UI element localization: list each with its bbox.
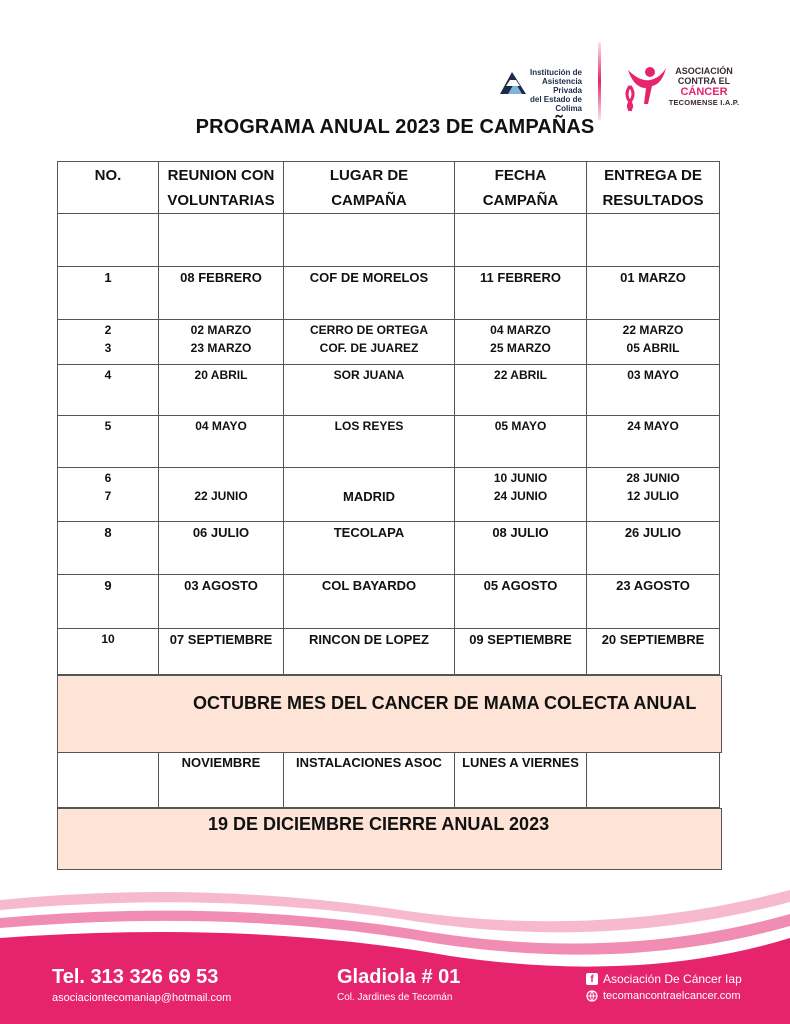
december-banner	[57, 808, 722, 870]
iap-line: del Estado de Colima	[529, 95, 582, 113]
iap-logo	[494, 66, 594, 113]
header-cell	[454, 161, 587, 214]
cell-line: 7	[104, 489, 112, 503]
table-cell: 5	[57, 415, 159, 468]
cell-line: 12 JULIO	[626, 489, 680, 503]
table-cell: 20 SEPTIEMBRE	[586, 628, 720, 675]
cell-line: 3	[104, 341, 112, 355]
cell-line: COF. DE JUAREZ	[319, 341, 419, 355]
table-cell: 11 FEBRERO	[454, 266, 587, 320]
cell-line: 10 JUNIO	[493, 471, 548, 485]
cell-line: 04 MARZO	[490, 323, 551, 337]
header-line: LUGAR DE	[329, 167, 409, 184]
table-cell	[586, 467, 720, 522]
table-cell: 09 SEPTIEMBRE	[454, 628, 587, 675]
cell-line: 24 JUNIO	[493, 489, 548, 503]
table-cell: 24 MAYO	[586, 415, 720, 468]
table-cell: 07 SEPTIEMBRE	[158, 628, 284, 675]
table-row	[57, 575, 720, 630]
december-banner-text: 19 DE DICIEMBRE CIERRE ANUAL 2023	[208, 814, 550, 834]
table-row	[57, 522, 720, 576]
table-cell: 23 AGOSTO	[586, 574, 720, 629]
table-cell	[586, 751, 720, 808]
iap-line: Asistencia	[541, 77, 582, 86]
footer-facebook[interactable]	[586, 972, 742, 986]
header-line: NO.	[94, 167, 122, 184]
table-cell: 8	[57, 521, 159, 575]
table-cell: 04 MAYO	[158, 415, 284, 468]
cell-line: 6	[104, 471, 112, 485]
header-cell	[586, 161, 720, 214]
table-cell: TECOLAPA	[283, 521, 455, 575]
table-cell	[57, 751, 159, 808]
table-cell: LOS REYES	[283, 415, 455, 468]
table-cell: 05 AGOSTO	[454, 574, 587, 629]
footer-phone: Tel. 313 326 69 53	[52, 966, 219, 988]
association-line: ASOCIACIÓN	[675, 66, 733, 76]
table-cell: 20 ABRIL	[158, 364, 284, 416]
table-cell	[283, 213, 455, 267]
association-accent: CÁNCER	[680, 86, 728, 98]
iap-line: Institución de	[530, 68, 582, 77]
october-banner	[57, 675, 722, 753]
table-cell	[586, 213, 720, 267]
table-cell: LUNES A VIERNES	[454, 751, 587, 808]
table-cell: 1	[57, 266, 159, 320]
header-cell	[57, 161, 159, 214]
october-banner-text: OCTUBRE MES DEL CANCER DE MAMA COLECTA ANUAL	[193, 693, 697, 713]
table-cell	[57, 319, 159, 365]
header-line: CAMPAÑA	[482, 192, 559, 209]
table-cell: SOR JUANA	[283, 364, 455, 416]
header-cell	[158, 161, 284, 214]
table-cell: 06 JULIO	[158, 521, 284, 575]
footer-email[interactable]: asociaciontecomaniap@hotmail.com	[52, 992, 232, 1004]
table-cell: 22 ABRIL	[454, 364, 587, 416]
cell-line: CERRO DE ORTEGA	[309, 323, 428, 337]
table-cell: 4	[57, 364, 159, 416]
table-cell	[57, 467, 159, 522]
table-row	[57, 214, 720, 268]
table-cell: 10	[57, 628, 159, 675]
cell-line: 05 ABRIL	[626, 341, 680, 355]
table-cell: 08 FEBRERO	[158, 266, 284, 320]
association-line: CONTRA EL	[677, 76, 731, 86]
table-cell	[158, 319, 284, 365]
header-line: FECHA	[494, 167, 547, 184]
table-row	[57, 416, 720, 469]
table-cell	[454, 213, 587, 267]
table-cell: NOVIEMBRE	[158, 751, 284, 808]
page-title: PROGRAMA ANUAL 2023 DE CAMPAÑAS	[195, 116, 595, 138]
cell-line: 28 JUNIO	[626, 471, 680, 485]
cell-line: 25 MARZO	[490, 341, 551, 355]
table-cell: INSTALACIONES ASOC	[283, 751, 455, 808]
header-line: ENTREGA DE	[604, 167, 702, 184]
table-cell: 03 AGOSTO	[158, 574, 284, 629]
table-cell: 05 MAYO	[454, 415, 587, 468]
table-cell: 08 JULIO	[454, 521, 587, 575]
table-cell: COL BAYARDO	[283, 574, 455, 629]
association-name	[668, 66, 740, 108]
table-cell: 01 MARZO	[586, 266, 720, 320]
footer-address-sub: Col. Jardines de Tecomán	[337, 992, 453, 1003]
table-row	[57, 629, 720, 676]
cell-line: 22 MARZO	[622, 323, 684, 337]
table-cell	[454, 319, 587, 365]
table-row	[57, 320, 720, 366]
association-logo	[618, 62, 738, 114]
table-row	[57, 365, 720, 417]
facebook-label: Asociación De Cáncer Iap	[603, 972, 742, 986]
association-sub: TECOMENSE I.A.P.	[668, 98, 740, 107]
header-line: CAMPAÑA	[331, 192, 407, 209]
table-row	[57, 267, 720, 321]
iap-line: Privada	[553, 86, 582, 95]
table-cell	[57, 213, 159, 267]
header-line: RESULTADOS	[602, 192, 704, 209]
footer-website[interactable]	[586, 990, 741, 1002]
website-label: tecomancontraelcancer.com	[603, 990, 741, 1002]
header-line: VOLUNTARIAS	[167, 192, 275, 209]
table-header-row	[57, 162, 720, 215]
table-cell: RINCON DE LOPEZ	[283, 628, 455, 675]
globe-icon	[586, 990, 598, 1002]
header-line: REUNION CON	[167, 167, 275, 184]
cell-line: 2	[104, 323, 112, 337]
pink-ribbon-figure-icon	[620, 64, 668, 112]
header-cell	[283, 161, 455, 214]
table-row	[57, 468, 720, 523]
table-row	[57, 752, 720, 809]
iap-text	[524, 68, 582, 113]
table-cell: 22 JUNIO	[158, 467, 284, 522]
table-cell	[283, 319, 455, 365]
table-cell	[454, 467, 587, 522]
facebook-icon: f	[586, 973, 598, 985]
table-cell: MADRID	[283, 467, 455, 522]
table-cell	[586, 319, 720, 365]
table-cell	[158, 213, 284, 267]
footer-address: Gladiola # 01	[337, 966, 461, 988]
cell-line: 23 MARZO	[190, 341, 252, 355]
table-cell: 26 JULIO	[586, 521, 720, 575]
table-cell: COF DE MORELOS	[283, 266, 455, 320]
header-divider	[598, 42, 601, 120]
cell-line: 02 MARZO	[190, 323, 252, 337]
table-cell: 03 MAYO	[586, 364, 720, 416]
table-cell: 9	[57, 574, 159, 629]
